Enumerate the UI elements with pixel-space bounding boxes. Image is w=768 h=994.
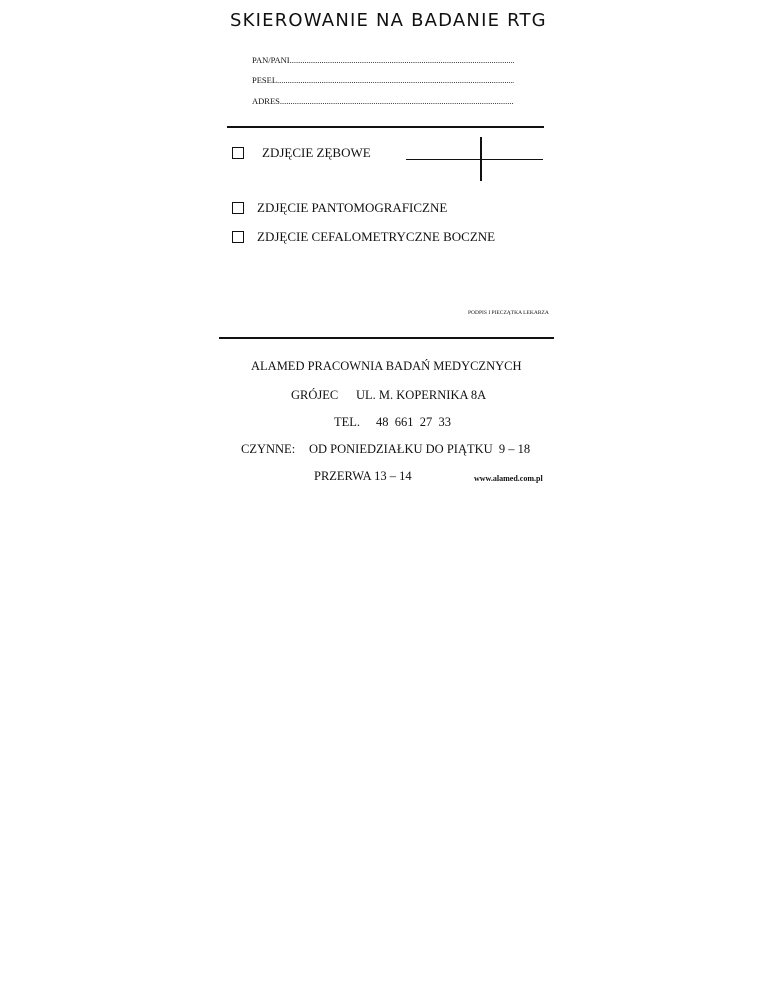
cephalometric-checkbox[interactable]	[232, 231, 244, 243]
hours-label: CZYNNE:	[241, 442, 296, 456]
dotted-line	[277, 75, 514, 85]
website-link[interactable]: www.alamed.com.pl	[474, 474, 543, 483]
form-title: SKIEROWANIE NA BADANIE RTG	[230, 10, 547, 31]
phone-label: TEL.	[334, 415, 361, 429]
company-city: GRÓJEC	[291, 388, 339, 402]
dental-checkbox[interactable]	[232, 147, 244, 159]
panoramic-checkbox[interactable]	[232, 202, 244, 214]
signature-label: PODPIS I PIECZĄTKA LEKARZA	[468, 310, 549, 316]
company-name: ALAMED PRACOWNIA BADAŃ MEDYCZNYCH	[251, 359, 522, 373]
opening-hours: OD PONIEDZIAŁKU DO PIĄTKU 9 – 18	[309, 442, 531, 456]
phone-number: 48 661 27 33	[376, 415, 451, 429]
top-divider	[227, 126, 544, 128]
address-field[interactable]	[252, 96, 514, 106]
dental-option-label: ZDJĘCIE ZĘBOWE	[262, 145, 371, 160]
tooth-chart-horizontal-line	[406, 159, 543, 160]
address-label: ADRES	[252, 96, 280, 106]
tooth-chart-vertical-line	[480, 137, 482, 181]
dotted-line	[280, 96, 514, 106]
cephalometric-option-label: ZDJĘCIE CEFALOMETRYCZNE BOCZNE	[257, 229, 496, 244]
patient-name-label: PAN/PANI	[252, 55, 290, 65]
break-hours: PRZERWA 13 – 14	[314, 469, 412, 483]
pesel-field[interactable]	[252, 75, 514, 85]
panoramic-option-label: ZDJĘCIE PANTOMOGRAFICZNE	[257, 200, 448, 215]
pesel-label: PESEL	[252, 75, 278, 85]
patient-name-field[interactable]	[252, 55, 514, 65]
bottom-divider	[219, 337, 554, 339]
company-street: UL. M. KOPERNIKA 8A	[356, 388, 487, 402]
dotted-line	[290, 55, 514, 65]
